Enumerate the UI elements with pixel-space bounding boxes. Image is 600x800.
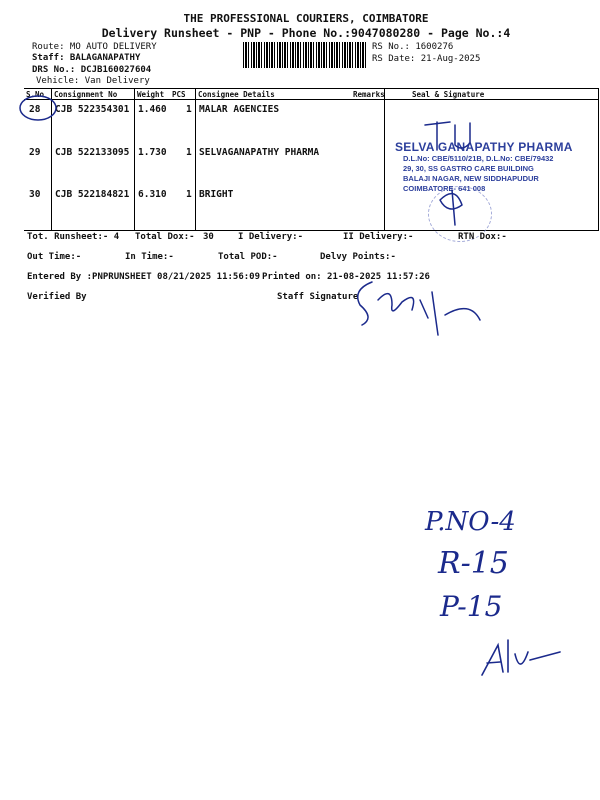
stamp-line: COIMBATORE- 641 008 (403, 184, 486, 193)
seal-signature-mark (440, 190, 462, 225)
header-weight: Weight (137, 90, 165, 99)
header-remarks: Remarks (353, 90, 385, 99)
row-30-consignment: CJB 522184821 (55, 189, 130, 200)
bottom-initials-mark (482, 640, 560, 675)
row-28-weight: 1.460 (138, 104, 167, 115)
in-time: In Time:- (125, 252, 174, 262)
row-29-sno: 29 (29, 147, 41, 158)
initials-mark (425, 122, 470, 150)
stamp-line: D.L.No: CBE/5110/21B, D.L.No: CBE/79432 (403, 154, 554, 163)
rtn-dox: RTN Dox:- (458, 232, 507, 242)
row-29-weight: 1.730 (138, 147, 167, 158)
ii-delivery: II Delivery:- (343, 232, 414, 242)
row-30-pcs: 1 (186, 189, 192, 200)
row-28-circle-mark (20, 96, 56, 120)
staff-signature-mark (358, 282, 480, 335)
row-28-consignee: MALAR AGENCIES (199, 104, 280, 115)
total-pod: Total POD:- (218, 252, 278, 262)
route-label: Route: MO AUTO DELIVERY (32, 42, 157, 52)
row-28-pcs: 1 (186, 104, 192, 115)
staff-signature-label: Staff Signature (277, 292, 359, 302)
header-sno: S.No (26, 90, 45, 99)
header-pcs: PCS (172, 90, 186, 99)
row-29-consignment: CJB 522133095 (55, 147, 130, 158)
stamp-line: BALAJI NAGAR, NEW SIDDHAPUDUR (403, 174, 539, 183)
note-page-number: P.NO-4 (425, 507, 516, 537)
document-title: THE PROFESSIONAL COURIERS, COIMBATORE (183, 12, 429, 25)
vehicle-label: Vehicle: Van Delivery (36, 76, 150, 86)
total-dox-value: 30 (203, 232, 214, 242)
entered-by: Entered By :PNPRUNSHEET 08/21/2025 11:56:09 (27, 272, 260, 282)
row-30-consignee: BRIGHT (199, 189, 234, 200)
delvy-points: Delvy Points:- (320, 252, 396, 262)
header-consignment: Consignment No (54, 90, 118, 99)
row-28-sno: 28 (29, 104, 41, 115)
verified-by: Verified By (27, 292, 87, 302)
staff-label: Staff: BALAGANAPATHY (32, 53, 141, 63)
row-29-consignee: SELVAGANAPATHY PHARMA (199, 147, 320, 158)
i-delivery: I Delivery:- (238, 232, 304, 242)
document-subtitle: Delivery Runsheet - PNP - Phone No.:9047080280 - Page No.:4 (101, 26, 511, 40)
row-28-consignment: CJB 522354301 (55, 104, 130, 115)
header-seal-signature: Seal & Signature (412, 90, 485, 99)
note-p-count: P-15 (440, 590, 503, 623)
tot-runsheet: Tot. Runsheet:- 4 (27, 232, 120, 242)
header-consignee: Consignee Details (198, 90, 275, 99)
out-time: Out Time:- (27, 252, 82, 262)
drs-number: DRS No.: DCJB160027604 (32, 65, 152, 75)
rs-number: RS No.: 1600276 (372, 42, 454, 52)
total-dox-label: Total Dox:- (135, 232, 195, 242)
row-29-pcs: 1 (186, 147, 192, 158)
rs-date: RS Date: 21-Aug-2025 (372, 54, 481, 64)
stamp-line: 29, 30, SS GASTRO CARE BUILDING (403, 164, 534, 173)
row-30-weight: 6.310 (138, 189, 167, 200)
row-30-sno: 30 (29, 189, 41, 200)
printed-on: Printed on: 21-08-2025 11:57:26 (262, 272, 430, 282)
stamp-name: SELVA GANAPATHY PHARMA (395, 140, 573, 154)
note-r-count: R-15 (438, 546, 509, 581)
